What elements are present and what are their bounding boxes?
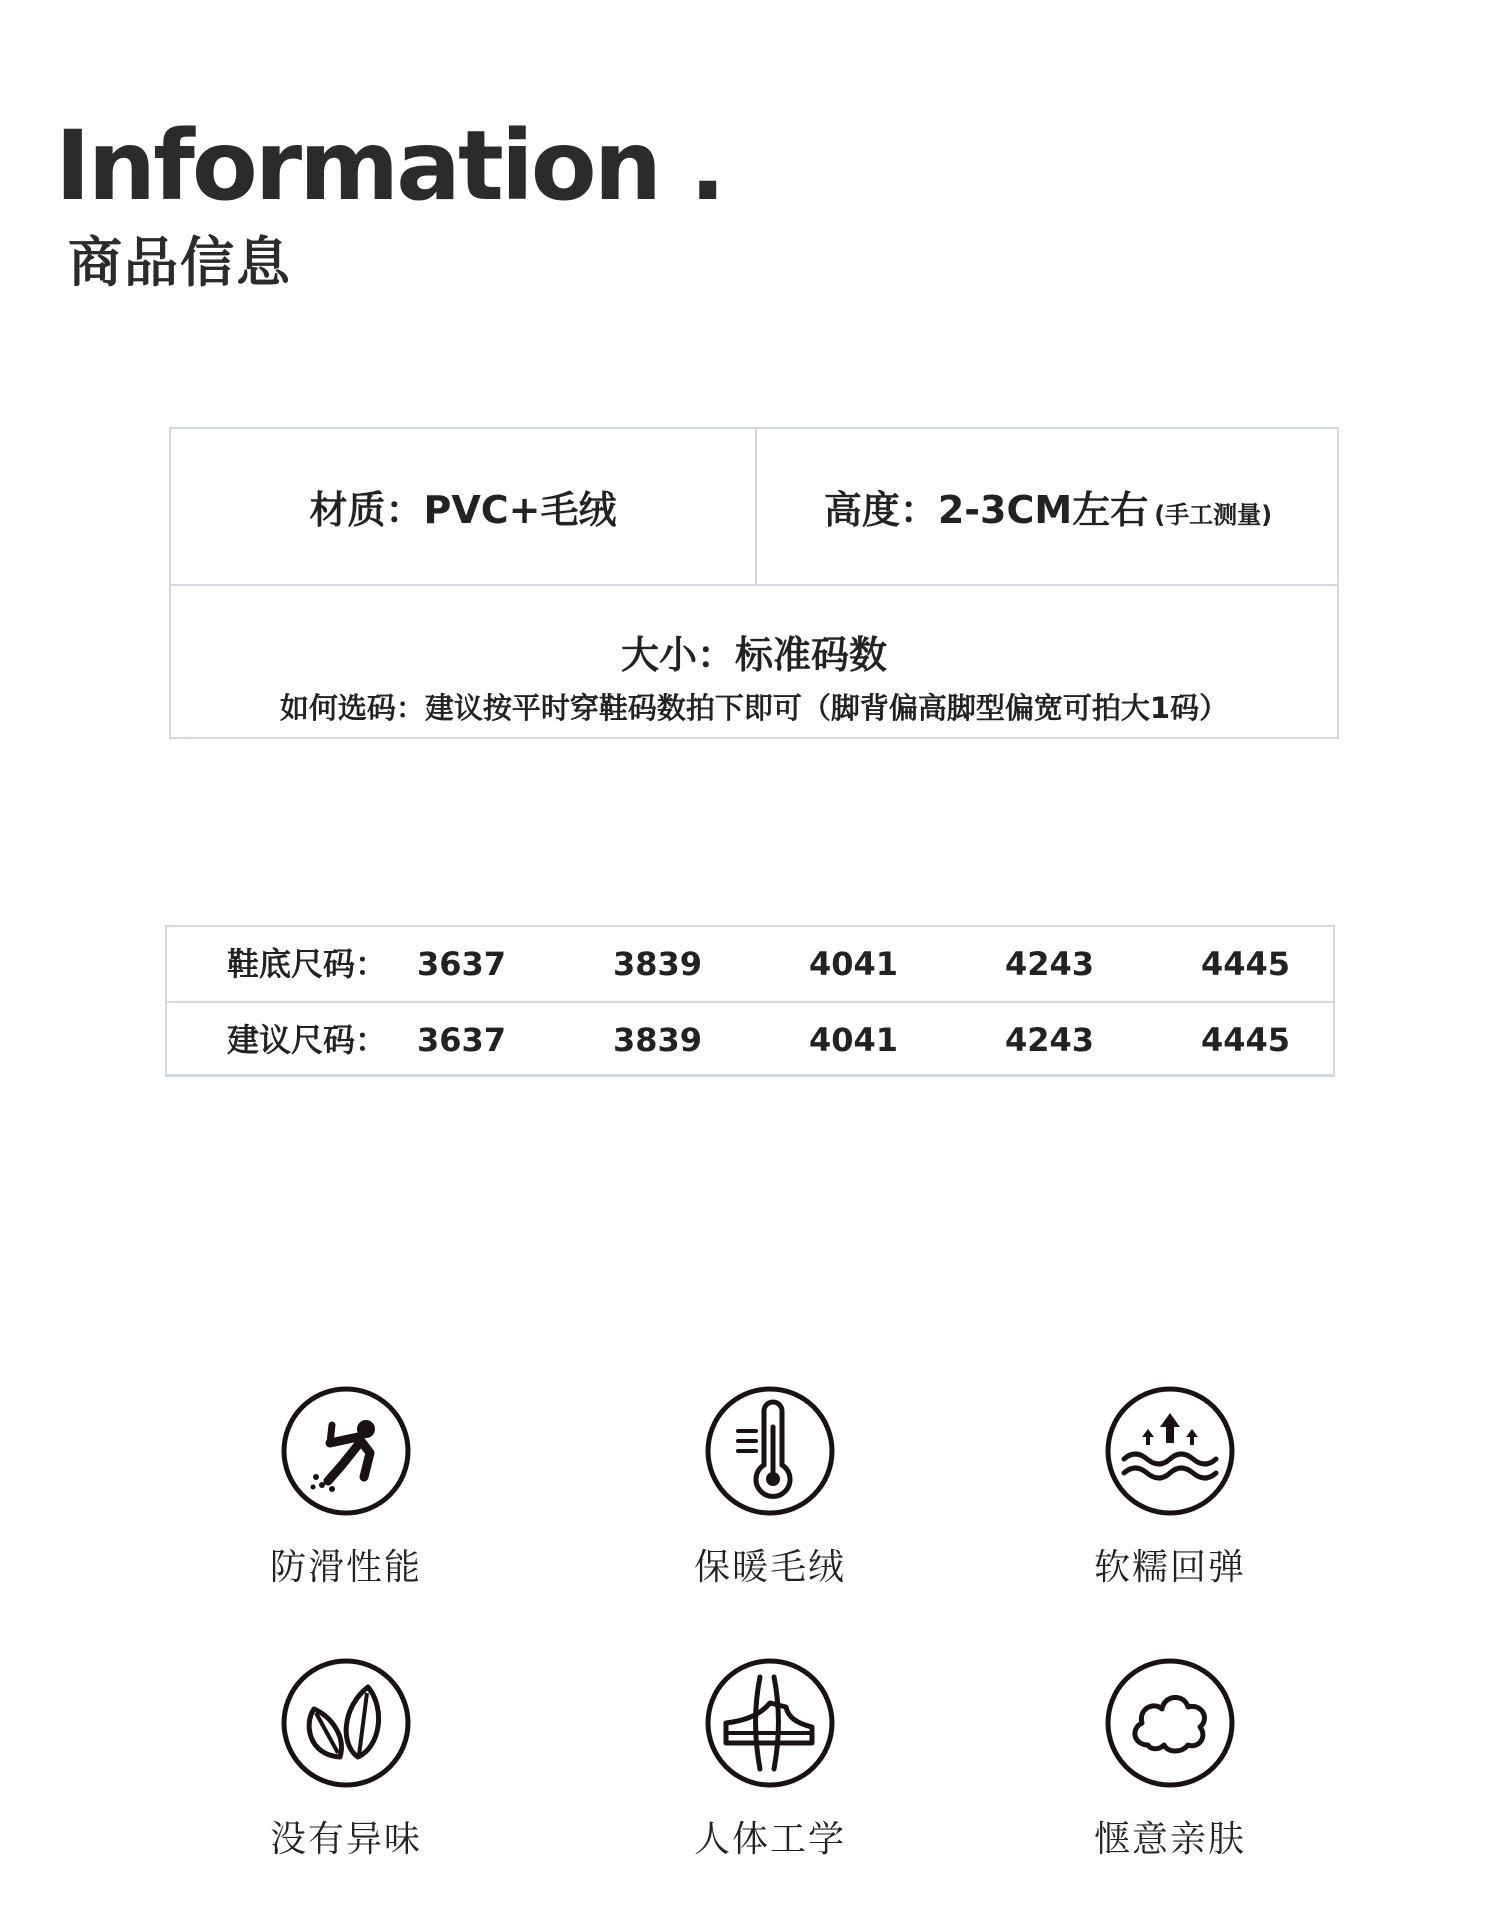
size-value: 4243: [1005, 1021, 1095, 1059]
size-value: 4041: [809, 945, 899, 983]
size-value: 3839: [613, 945, 703, 983]
feature-label: 惬意亲肤: [1093, 1819, 1246, 1860]
size-value: 3637: [417, 945, 507, 983]
size-value: 3839: [613, 1021, 703, 1059]
size-text: 大小：标准码数: [620, 633, 887, 677]
row-label: 鞋底尺码：: [227, 945, 388, 983]
feature-label: 软糯回弹: [1093, 1547, 1246, 1588]
size-value: 3637: [417, 1021, 507, 1059]
material-text: 材质：PVC+毛绒: [309, 488, 617, 532]
feature-label: 没有异味: [269, 1819, 422, 1860]
feature-ergonomic: [640, 1657, 900, 1862]
page-title: Information .: [55, 110, 723, 222]
row-label: 建议尺码：: [227, 1021, 388, 1059]
product-info-table: [169, 427, 1339, 739]
feature-skin-friendly: [1040, 1657, 1300, 1862]
feature-label: 防滑性能: [269, 1547, 422, 1588]
size-value: 4445: [1201, 945, 1291, 983]
height-text: 高度：2-3CM左右: [823, 488, 1149, 532]
feature-soft-rebound: [1040, 1385, 1300, 1590]
size-table: [165, 925, 1335, 1077]
size-value: 4041: [809, 1021, 899, 1059]
cloud-icon: [1104, 1657, 1236, 1789]
table-row: [167, 1003, 1333, 1077]
material-cell: [171, 429, 757, 584]
thermometer-icon: [704, 1385, 836, 1517]
feature-anti-slip: [216, 1385, 476, 1590]
size-value: 4243: [1005, 945, 1095, 983]
page-subtitle: 商品信息: [68, 231, 292, 294]
rebound-icon: [1104, 1385, 1236, 1517]
size-tip-text: 如何选码：建议按平时穿鞋码数拍下即可（脚背偏高脚型偏宽可拍大1码）: [279, 691, 1229, 725]
shoe-ergonomic-icon: [704, 1657, 836, 1789]
info-row-top: [171, 429, 1337, 586]
feature-label: 人体工学: [693, 1819, 846, 1860]
leaf-icon: [280, 1657, 412, 1789]
info-row-bottom: [171, 586, 1337, 737]
size-value: 4445: [1201, 1021, 1291, 1059]
height-cell: [757, 429, 1339, 584]
table-row: [167, 927, 1333, 1003]
height-note: (手工测量): [1154, 501, 1273, 529]
feature-label: 保暖毛绒: [693, 1547, 846, 1588]
feature-warm-plush: [640, 1385, 900, 1590]
feature-no-odor: [216, 1657, 476, 1862]
slip-icon: [280, 1385, 412, 1517]
